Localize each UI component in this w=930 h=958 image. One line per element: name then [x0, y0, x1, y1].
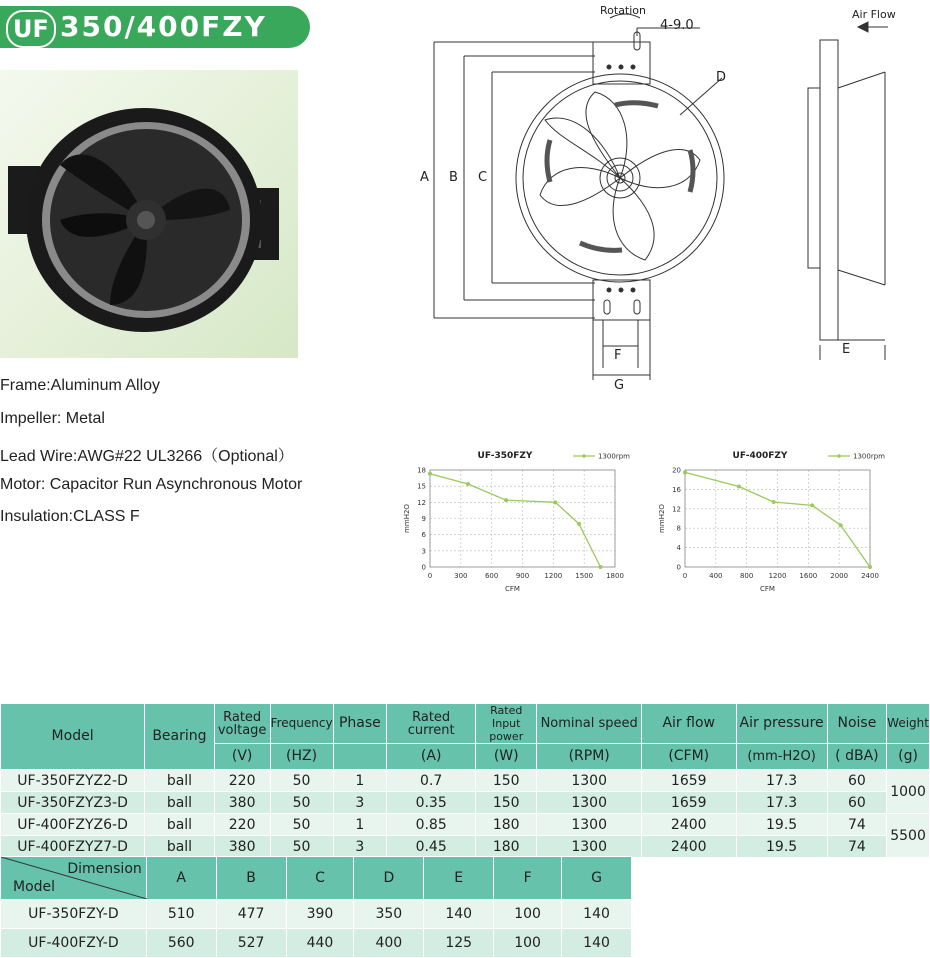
model-range-title: 350/400FZY: [60, 10, 267, 43]
data-point: [428, 472, 432, 476]
y-tick-label: 12: [417, 498, 426, 507]
y-tick-label: 18: [417, 466, 426, 475]
x-tick-label: 600: [484, 572, 499, 580]
spec-table: [0, 703, 930, 858]
cell-a: 560: [146, 929, 216, 958]
product-photo: [0, 70, 298, 358]
dim-label-c: C: [478, 170, 488, 185]
spec-motor: Motor: Capacitor Run Asynchronous Motor: [0, 476, 303, 493]
unit-frequency: (HZ): [270, 744, 333, 770]
rotation-label: Rotation: [600, 4, 647, 17]
cell-phase: 1: [333, 770, 387, 792]
cell-power: 150: [476, 792, 537, 814]
dim-label-d: D: [716, 70, 727, 85]
header-air-pressure: Air pressure: [736, 704, 827, 744]
spec-impeller: Impeller: Metal: [0, 410, 105, 427]
table-row: [1, 770, 930, 792]
header-model: Model: [1, 704, 145, 770]
data-point: [553, 500, 557, 504]
cell-weight: 1000: [887, 770, 930, 814]
cell-g: 140: [562, 900, 632, 929]
cell-model: UF-400FZYZ6-D: [1, 814, 145, 836]
cell-model: UF-400FZY-D: [1, 929, 147, 958]
dimension-model-corner: [1, 857, 147, 900]
cell-weight: 5500: [887, 814, 930, 858]
dim-header-b: B: [216, 857, 286, 900]
cell-bearing: ball: [145, 792, 215, 814]
unit-power: (W): [476, 744, 537, 770]
cell-air-flow: 2400: [641, 814, 736, 836]
header-phase: Phase: [333, 704, 387, 744]
x-axis-label: CFM: [760, 585, 775, 593]
cell-noise: 60: [827, 792, 886, 814]
unit-air-pressure: (mm-H2O): [736, 744, 827, 770]
dim-header-e: E: [424, 857, 494, 900]
table-row: [1, 836, 930, 858]
series-line: [430, 474, 601, 567]
cell-model: UF-350FZY-D: [1, 900, 147, 929]
data-point: [839, 523, 843, 527]
cell-air-flow: 1659: [641, 770, 736, 792]
data-point: [772, 500, 776, 504]
y-tick-label: 0: [421, 563, 426, 572]
unit-air-flow: (CFM): [641, 744, 736, 770]
header-rated-voltage: Rated voltage: [214, 704, 270, 744]
cell-air-flow: 1659: [641, 792, 736, 814]
cell-air-flow: 2400: [641, 836, 736, 858]
cell-air-pressure: 19.5: [736, 836, 827, 858]
y-tick-label: 16: [672, 485, 681, 494]
dim-label-g: G: [614, 378, 625, 393]
table-row: [1, 900, 632, 929]
dimension-table: [0, 856, 632, 958]
cell-noise: 74: [827, 814, 886, 836]
data-point: [504, 498, 508, 502]
unit-phase: [333, 744, 387, 770]
data-point: [683, 470, 687, 474]
cell-bearing: ball: [145, 814, 215, 836]
corner-dimension-label: Dimension: [67, 861, 142, 877]
cell-d: 350: [354, 900, 424, 929]
cell-c: 390: [286, 900, 354, 929]
data-point: [868, 565, 872, 569]
cell-voltage: 380: [214, 836, 270, 858]
dim-header-c: C: [286, 857, 354, 900]
cell-power: 180: [476, 836, 537, 858]
cell-air-pressure: 17.3: [736, 770, 827, 792]
x-tick-label: 1200: [544, 572, 563, 580]
x-tick-label: 800: [739, 572, 754, 580]
cell-noise: 74: [827, 836, 886, 858]
chart-uf-350fzy: [395, 445, 645, 605]
x-tick-label: 1600: [799, 572, 818, 580]
cell-c: 440: [286, 929, 354, 958]
header-air-flow: Air flow: [641, 704, 736, 744]
cell-speed: 1300: [537, 792, 642, 814]
dim-label-b: B: [449, 170, 458, 185]
y-tick-label: 12: [672, 505, 681, 514]
cell-speed: 1300: [537, 836, 642, 858]
x-tick-label: 0: [427, 572, 433, 580]
cell-f: 100: [494, 900, 562, 929]
y-tick-label: 15: [417, 482, 426, 491]
cell-model: UF-350FZYZ2-D: [1, 770, 145, 792]
unit-speed: (RPM): [537, 744, 642, 770]
cell-d: 400: [354, 929, 424, 958]
x-tick-label: 300: [454, 572, 468, 580]
cell-air-pressure: 17.3: [736, 792, 827, 814]
spec-lead-wire: Lead Wire:AWG#22 UL3266（Optional）: [0, 448, 294, 465]
header-noise: Noise: [827, 704, 886, 744]
cell-voltage: 220: [214, 814, 270, 836]
x-tick-label: 2400: [861, 572, 879, 580]
header-rated-input-power: Rated Input power: [476, 704, 537, 744]
brand-logo: UF: [6, 10, 56, 48]
dim-header-g: G: [562, 857, 632, 900]
cell-f: 100: [494, 929, 562, 958]
air-flow-label: Air Flow: [852, 8, 896, 21]
dim-header-f: F: [494, 857, 562, 900]
chart-title: UF-350FZY: [477, 451, 533, 461]
x-tick-label: 400: [709, 572, 723, 580]
x-tick-label: 0: [682, 572, 688, 580]
cell-power: 180: [476, 814, 537, 836]
cell-frequency: 50: [270, 814, 333, 836]
cell-e: 140: [424, 900, 494, 929]
unit-noise: ( dBA): [827, 744, 886, 770]
header-nominal-speed: Nominal speed: [537, 704, 642, 744]
dim-header-a: A: [146, 857, 216, 900]
cell-current: 0.35: [387, 792, 476, 814]
cell-frequency: 50: [270, 836, 333, 858]
cell-speed: 1300: [537, 814, 642, 836]
data-point: [599, 565, 603, 569]
cell-frequency: 50: [270, 770, 333, 792]
cell-speed: 1300: [537, 770, 642, 792]
data-point: [810, 503, 814, 507]
y-tick-label: 20: [672, 466, 681, 475]
dim-label-e: E: [842, 342, 851, 357]
data-point: [466, 482, 470, 486]
y-tick-label: 8: [676, 524, 681, 533]
cell-current: 0.7: [387, 770, 476, 792]
hole-label: 4-9.0: [660, 18, 694, 33]
chart-title: UF-400FZY: [732, 451, 788, 461]
x-axis-label: CFM: [505, 585, 520, 593]
header-rated-current: Rated current: [387, 704, 476, 744]
legend-label: 1300rpm: [598, 452, 630, 461]
dim-label-f: F: [614, 348, 622, 363]
y-tick-label: 4: [676, 544, 681, 553]
x-tick-label: 1800: [606, 572, 624, 580]
legend-label: 1300rpm: [853, 452, 885, 461]
cell-phase: 1: [333, 814, 387, 836]
technical-drawing: [400, 0, 930, 400]
cell-bearing: ball: [145, 770, 215, 792]
cell-model: UF-350FZYZ3-D: [1, 792, 145, 814]
cell-voltage: 220: [214, 770, 270, 792]
y-axis-label: mmH2O: [658, 504, 666, 533]
unit-weight: (g): [887, 744, 930, 770]
legend-marker: [582, 454, 586, 458]
y-tick-label: 6: [421, 531, 426, 540]
cell-model: UF-400FZYZ7-D: [1, 836, 145, 858]
y-tick-label: 9: [421, 515, 426, 523]
y-tick-label: 3: [421, 547, 426, 556]
header-frequency: Frequency: [270, 704, 333, 744]
cell-b: 527: [216, 929, 286, 958]
data-point: [577, 522, 581, 526]
cell-b: 477: [216, 900, 286, 929]
cell-phase: 3: [333, 792, 387, 814]
x-tick-label: 900: [515, 572, 530, 580]
table-row: [1, 792, 930, 814]
cell-power: 150: [476, 770, 537, 792]
cell-bearing: ball: [145, 836, 215, 858]
chart-uf-400fzy: [650, 445, 900, 605]
y-axis-label: mmH2O: [403, 504, 411, 533]
dim-header-d: D: [354, 857, 424, 900]
unit-current: (A): [387, 744, 476, 770]
cell-air-pressure: 19.5: [736, 814, 827, 836]
cell-noise: 60: [827, 770, 886, 792]
x-tick-label: 1200: [768, 572, 787, 580]
header-weight: Weight: [887, 704, 930, 744]
cell-current: 0.45: [387, 836, 476, 858]
cell-phase: 3: [333, 836, 387, 858]
table-row: [1, 929, 632, 958]
corner-model-label: Model: [13, 879, 56, 895]
cell-e: 125: [424, 929, 494, 958]
dim-label-a: A: [420, 170, 429, 185]
legend-marker: [837, 454, 841, 458]
spec-frame: Frame:Aluminum Alloy: [0, 377, 161, 394]
unit-voltage: (V): [214, 744, 270, 770]
y-tick-label: 0: [676, 563, 681, 572]
data-point: [737, 484, 741, 488]
table-row: [1, 814, 930, 836]
cell-frequency: 50: [270, 792, 333, 814]
x-tick-label: 2000: [830, 572, 849, 580]
cell-voltage: 380: [214, 792, 270, 814]
cell-current: 0.85: [387, 814, 476, 836]
cell-g: 140: [562, 929, 632, 958]
cell-a: 510: [146, 900, 216, 929]
spec-insulation: Insulation:CLASS F: [0, 508, 140, 525]
fan-photo-icon: [0, 70, 298, 358]
x-tick-label: 1500: [575, 572, 594, 580]
header-bearing: Bearing: [145, 704, 215, 770]
